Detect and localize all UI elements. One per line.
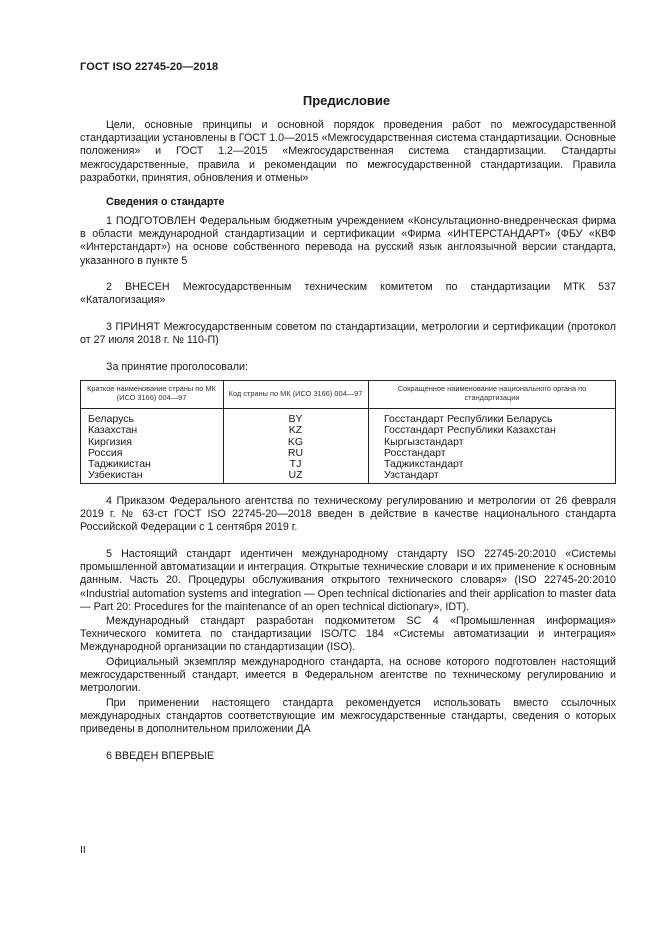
country-codes: BY KZ KG RU TJ UZ xyxy=(287,413,304,482)
item-5-developer: Международный стандарт разработан подкомитетом SC 4 «Промышленная информация» Технического комитета по стандартизации ISO/TC 184 «Системы автоматизации и интеграция» Международной организации по стандартизации (ISO). xyxy=(80,615,616,654)
item-5-paragraph: 5 Настоящий стандарт идентичен международному стандарту ISO 22745-20:2010 «Системы промышленной автоматизации и интеграция. Открытые технические словари и их применение к основным данным. Часть 20. Процедуры обслуживания открытого технического словаря» (ISO 22745-20:2010 «Industrial automation systems and integration — Open technical dictionaries and their application to master data — Part 20: Procedures for the maintenance of an open technical dictionary», IDT). xyxy=(80,548,616,613)
document-header: ГОСТ ISO 22745-20—2018 xyxy=(80,61,219,73)
item-5-official-copy: Официальный экземпляр международного стандарта, на основе которого подготовлен настоящий межгосударственный стандарт, имеется в Федеральном агентстве по техническому регулированию и метрологии. xyxy=(80,656,616,695)
country-names: Беларусь Казахстан Киргизия Россия Таджикистан Узбекистан xyxy=(88,413,151,482)
national-bodies: Госстандарт Республики Беларусь Госстандарт Республики Казахстан Кыргызстандарт Росстандарт Таджикстандарт Узстандарт xyxy=(384,413,556,482)
header-country-code: Код страны по МК (ИСО 3166) 004—97 xyxy=(223,380,368,409)
page-title: Предисловие xyxy=(302,93,391,108)
header-country-name: Краткое наименование страны по МК (ИСО 3166) 004—97 xyxy=(80,380,223,409)
item-2: 2 ВНЕСЕН Межгосударственным техническим комитетом по стандартизации МТК 537 «Каталогизация» xyxy=(80,281,616,307)
page-number: II xyxy=(80,844,86,856)
table-divider xyxy=(223,380,224,484)
table-divider xyxy=(368,380,369,484)
voted-label: За принятие проголосовали: xyxy=(106,361,248,373)
table-header-row xyxy=(80,380,616,409)
item-5-references: При применении настоящего стандарта рекомендуется использовать вместо ссылочных международных стандартов соответствующие им межгосударственные стандарты, сведения о которых приведены в дополнительном приложении ДА xyxy=(80,697,616,736)
info-heading: Сведения о стандарте xyxy=(106,196,225,208)
table-row xyxy=(80,409,616,486)
intro-paragraph: Цели, основные принципы и основной порядок проведения работ по межгосударственной стандартизации установлены в ГОСТ 1.0—2015 «Межгосударственная система стандартизации. Основные положения» и ГОСТ 1.2—2015 «Межгосударственная система стандартизации. Стандарты межгосударственные, правила и рекомендации по межгосударственной стандартизации. Правила разработки, принятия, обновления и отмены» xyxy=(80,119,616,184)
item-1: 1 ПОДГОТОВЛЕН Федеральным бюджетным учреждением «Консультационно-внедренческая фирма в области международной стандартизации и сертификации «Фирма «ИНТЕРСТАНДАРТ» (ФБУ «КВФ «Интерстандарт») на основе собственного перевода на русский язык англоязычной версии стандарта, указанного в пункте 5 xyxy=(80,215,616,267)
voting-table xyxy=(80,380,616,486)
header-national-body: Сокращенное наименование национального органа по стандартизации xyxy=(368,380,616,409)
item-4: 4 Приказом Федерального агентства по техническому регулированию и метрологии от 26 февраля 2019 г. № 63-ст ГОСТ ISO 22745-20—2018 введен в действие в качестве национального стандарта Российской Федерации с 1 сентября 2019 г. xyxy=(80,495,616,534)
item-6: 6 ВВЕДЕН ВПЕРВЫЕ xyxy=(106,750,215,762)
item-3: 3 ПРИНЯТ Межгосударственным советом по стандартизации, метрологии и сертификации (протокол от 27 июля 2018 г. № 110-П) xyxy=(80,321,616,347)
